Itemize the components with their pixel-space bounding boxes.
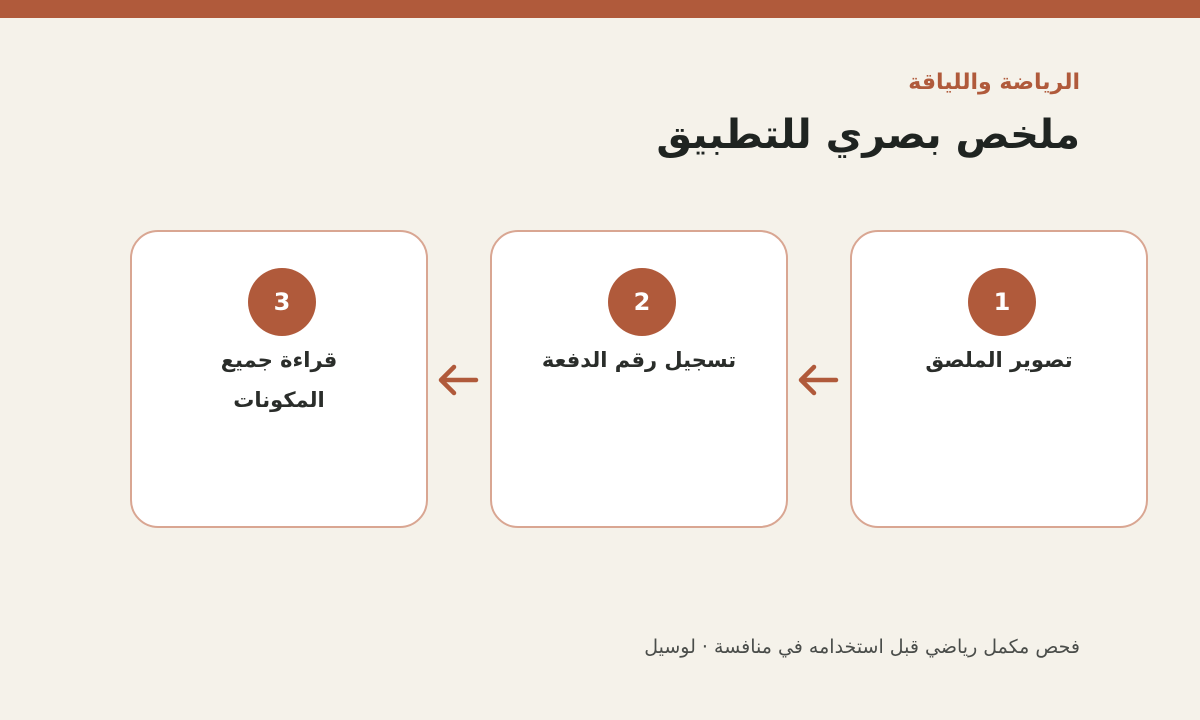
page-title: ملخص بصري للتطبيق <box>656 112 1080 158</box>
step-number-badge: 2 <box>608 268 676 336</box>
step-card-2 <box>490 230 788 528</box>
step-card-3 <box>130 230 428 528</box>
step-label: تسجيل رقم الدفعة <box>541 348 737 372</box>
top-accent-bar <box>0 0 1200 18</box>
step-number-badge: 1 <box>968 268 1036 336</box>
arrow-left-icon <box>436 362 480 398</box>
step-label: قراءة جميع المكونات <box>220 348 338 412</box>
step-number-badge: 3 <box>248 268 316 336</box>
category-label: الرياضة واللياقة <box>908 70 1080 95</box>
step-card-1 <box>850 230 1148 528</box>
step-label: تصوير الملصق <box>925 348 1073 372</box>
arrow-left-icon <box>796 362 840 398</box>
footer-caption: فحص مكمل رياضي قبل استخدامه في منافسة · لوسيل <box>644 636 1080 658</box>
